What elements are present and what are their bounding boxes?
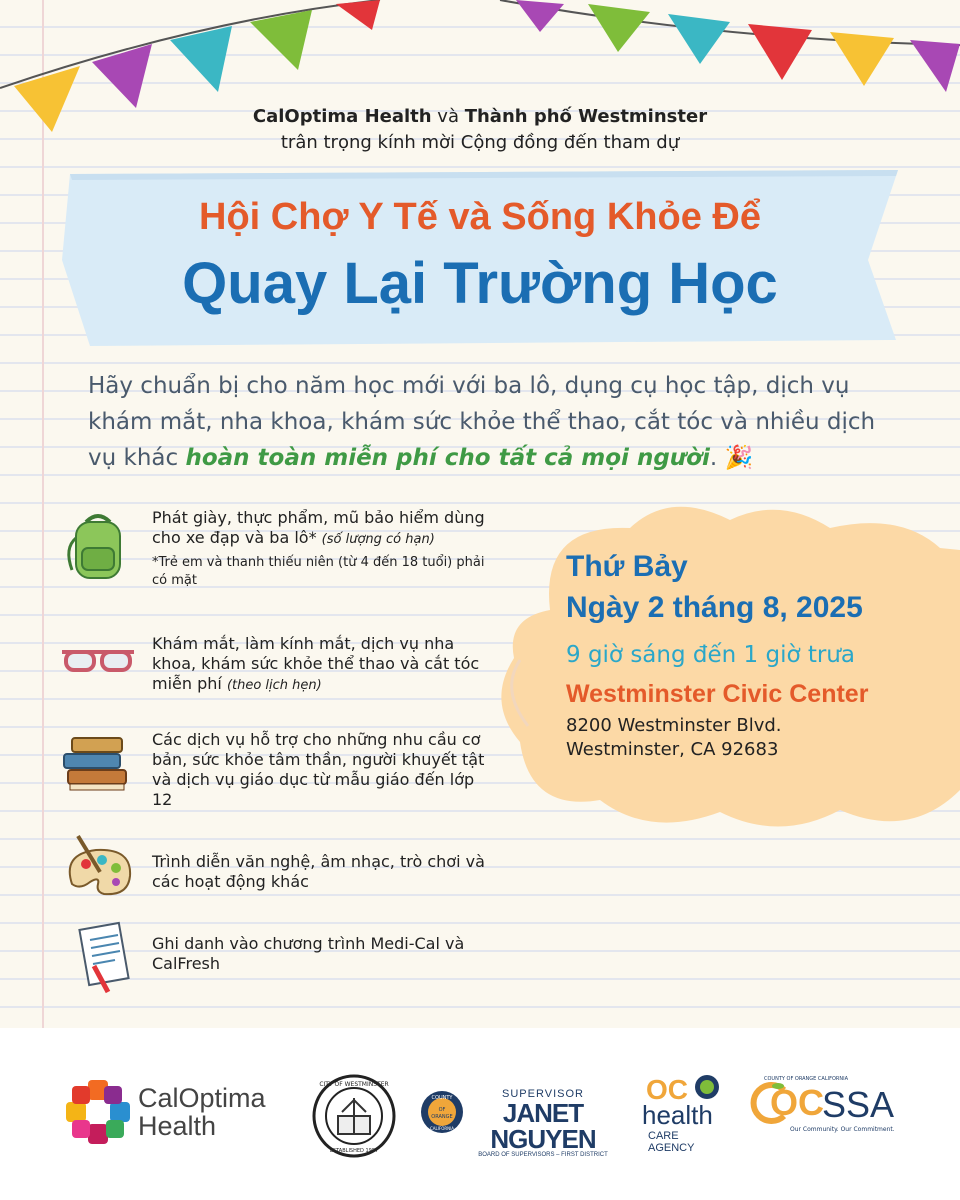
org-westminster: Thành phố Westminster: [464, 106, 708, 127]
backpack-icon: [60, 508, 136, 584]
clipboard-pencil-icon: [60, 920, 136, 996]
address-line-2: Westminster, CA 92683: [566, 739, 779, 760]
event-address: [566, 714, 782, 762]
feature-description: Phát giày, thực phẩm, mũ bảo hiểm dùng cho xe đạp và ba lô*: [152, 508, 485, 547]
ssa-county-label: COUNTY OF ORANGE CALIFORNIA: [764, 1076, 849, 1082]
org-caloptima: CalOptima Health: [252, 106, 432, 127]
caloptima-health: Health: [138, 1111, 217, 1141]
books-icon: [60, 730, 136, 806]
caloptima-name: CalOptima: [138, 1083, 266, 1113]
party-popper-icon: 🎉: [724, 445, 754, 471]
city-of-westminster-seal: [312, 1074, 396, 1158]
event-day: Thứ Bảy: [566, 550, 688, 583]
feature-description: Khám mắt, làm kính mắt, dịch vụ nha khoa, khám sức khỏe thể thao và cắt tóc miễn phí: [152, 634, 480, 693]
feature-description: Trình diễn văn nghệ, âm nhạc, trò chơi và các hoạt động khác: [152, 852, 485, 891]
supervisor-name: JANET NGUYEN: [490, 1098, 596, 1154]
description-text: Hãy chuẩn bị cho năm học mới với ba lô, dụng cụ học tập, dịch vụ khám mắt, nha khoa, khám sức khỏe thể thao, cắt tóc và nhiều dịch vụ khác: [88, 373, 876, 471]
county-seal-name: ORANGE: [431, 1114, 453, 1120]
address-line-1: 8200 Westminster Blvd.: [566, 715, 782, 736]
hca-health: health: [642, 1100, 713, 1130]
county-seal-of: OF: [438, 1107, 446, 1113]
supervisor-label: SUPERVISOR: [502, 1088, 584, 1100]
caloptima-flower-icon: [66, 1080, 130, 1144]
title-line-2: Quay Lại Trường Học: [182, 251, 778, 316]
conjunction: và: [431, 106, 465, 127]
oc-health-care-agency-logo: [642, 1074, 724, 1154]
title-line-1: Hội Chợ Y Tế và Sống Khỏe Để: [199, 196, 761, 238]
sponsor-footer: [0, 1028, 960, 1200]
supervisor-janet-nguyen-logo: [420, 1088, 618, 1158]
feature-appointment-note: (theo lịch hẹn): [226, 678, 322, 693]
county-seal-bottom: CALIFORNIA: [429, 1126, 455, 1131]
caloptima-health-logo: [66, 1080, 296, 1150]
feature-text: [152, 934, 492, 974]
feature-description: Các dịch vụ hỗ trợ cho những nhu cầu cơ bản, sức khỏe tâm thần, người khuyết tật và dịch vụ giáo dục từ mẫu giáo đến lớp 12: [152, 730, 485, 809]
ssa-name: SSA: [822, 1084, 895, 1125]
description-end: .: [709, 445, 718, 471]
oc-ssa-logo: [748, 1076, 898, 1146]
feature-text: [152, 730, 492, 810]
feature-age-note: *Trẻ em và thanh thiếu niên (từ 4 đến 18 tuổi) phải có mặt: [152, 555, 485, 588]
event-location: Westminster Civic Center: [566, 680, 869, 708]
feature-limit-note: (số lượng có hạn): [321, 532, 435, 547]
hca-oc-mark: OC: [646, 1074, 688, 1105]
free-highlight: hoàn toàn miễn phí cho tất cả mọi người: [185, 445, 710, 471]
paint-palette-icon: [60, 832, 136, 908]
county-seal-small-icon: [694, 1074, 720, 1100]
supervisor-board: BOARD OF SUPERVISORS – FIRST DISTRICT: [478, 1152, 608, 1158]
invitation-line: trân trọng kính mời Cộng đồng đến tham dự: [280, 132, 680, 153]
seal-established: ESTABLISHED 1957: [329, 1148, 379, 1154]
feature-text: [152, 634, 492, 696]
feature-text: [152, 508, 492, 590]
event-description: [88, 368, 898, 476]
event-date: Ngày 2 tháng 8, 2025: [566, 591, 863, 624]
ssa-oc-text: OC: [770, 1082, 824, 1123]
ssa-tagline: Our Community. Our Commitment.: [790, 1126, 895, 1133]
intro-text: [0, 104, 960, 156]
feature-text: [152, 852, 492, 892]
glasses-icon: [60, 634, 136, 710]
hca-agency: CARE AGENCY: [648, 1130, 695, 1154]
county-seal-top: COUNTY: [431, 1095, 453, 1101]
event-time: 9 giờ sáng đến 1 giờ trưa: [566, 642, 855, 668]
feature-description: Ghi danh vào chương trình Medi-Cal và CalFresh: [152, 934, 465, 973]
county-of-orange-seal: [420, 1090, 464, 1134]
seal-city-name: CITY OF WESTMINSTER: [319, 1081, 389, 1088]
